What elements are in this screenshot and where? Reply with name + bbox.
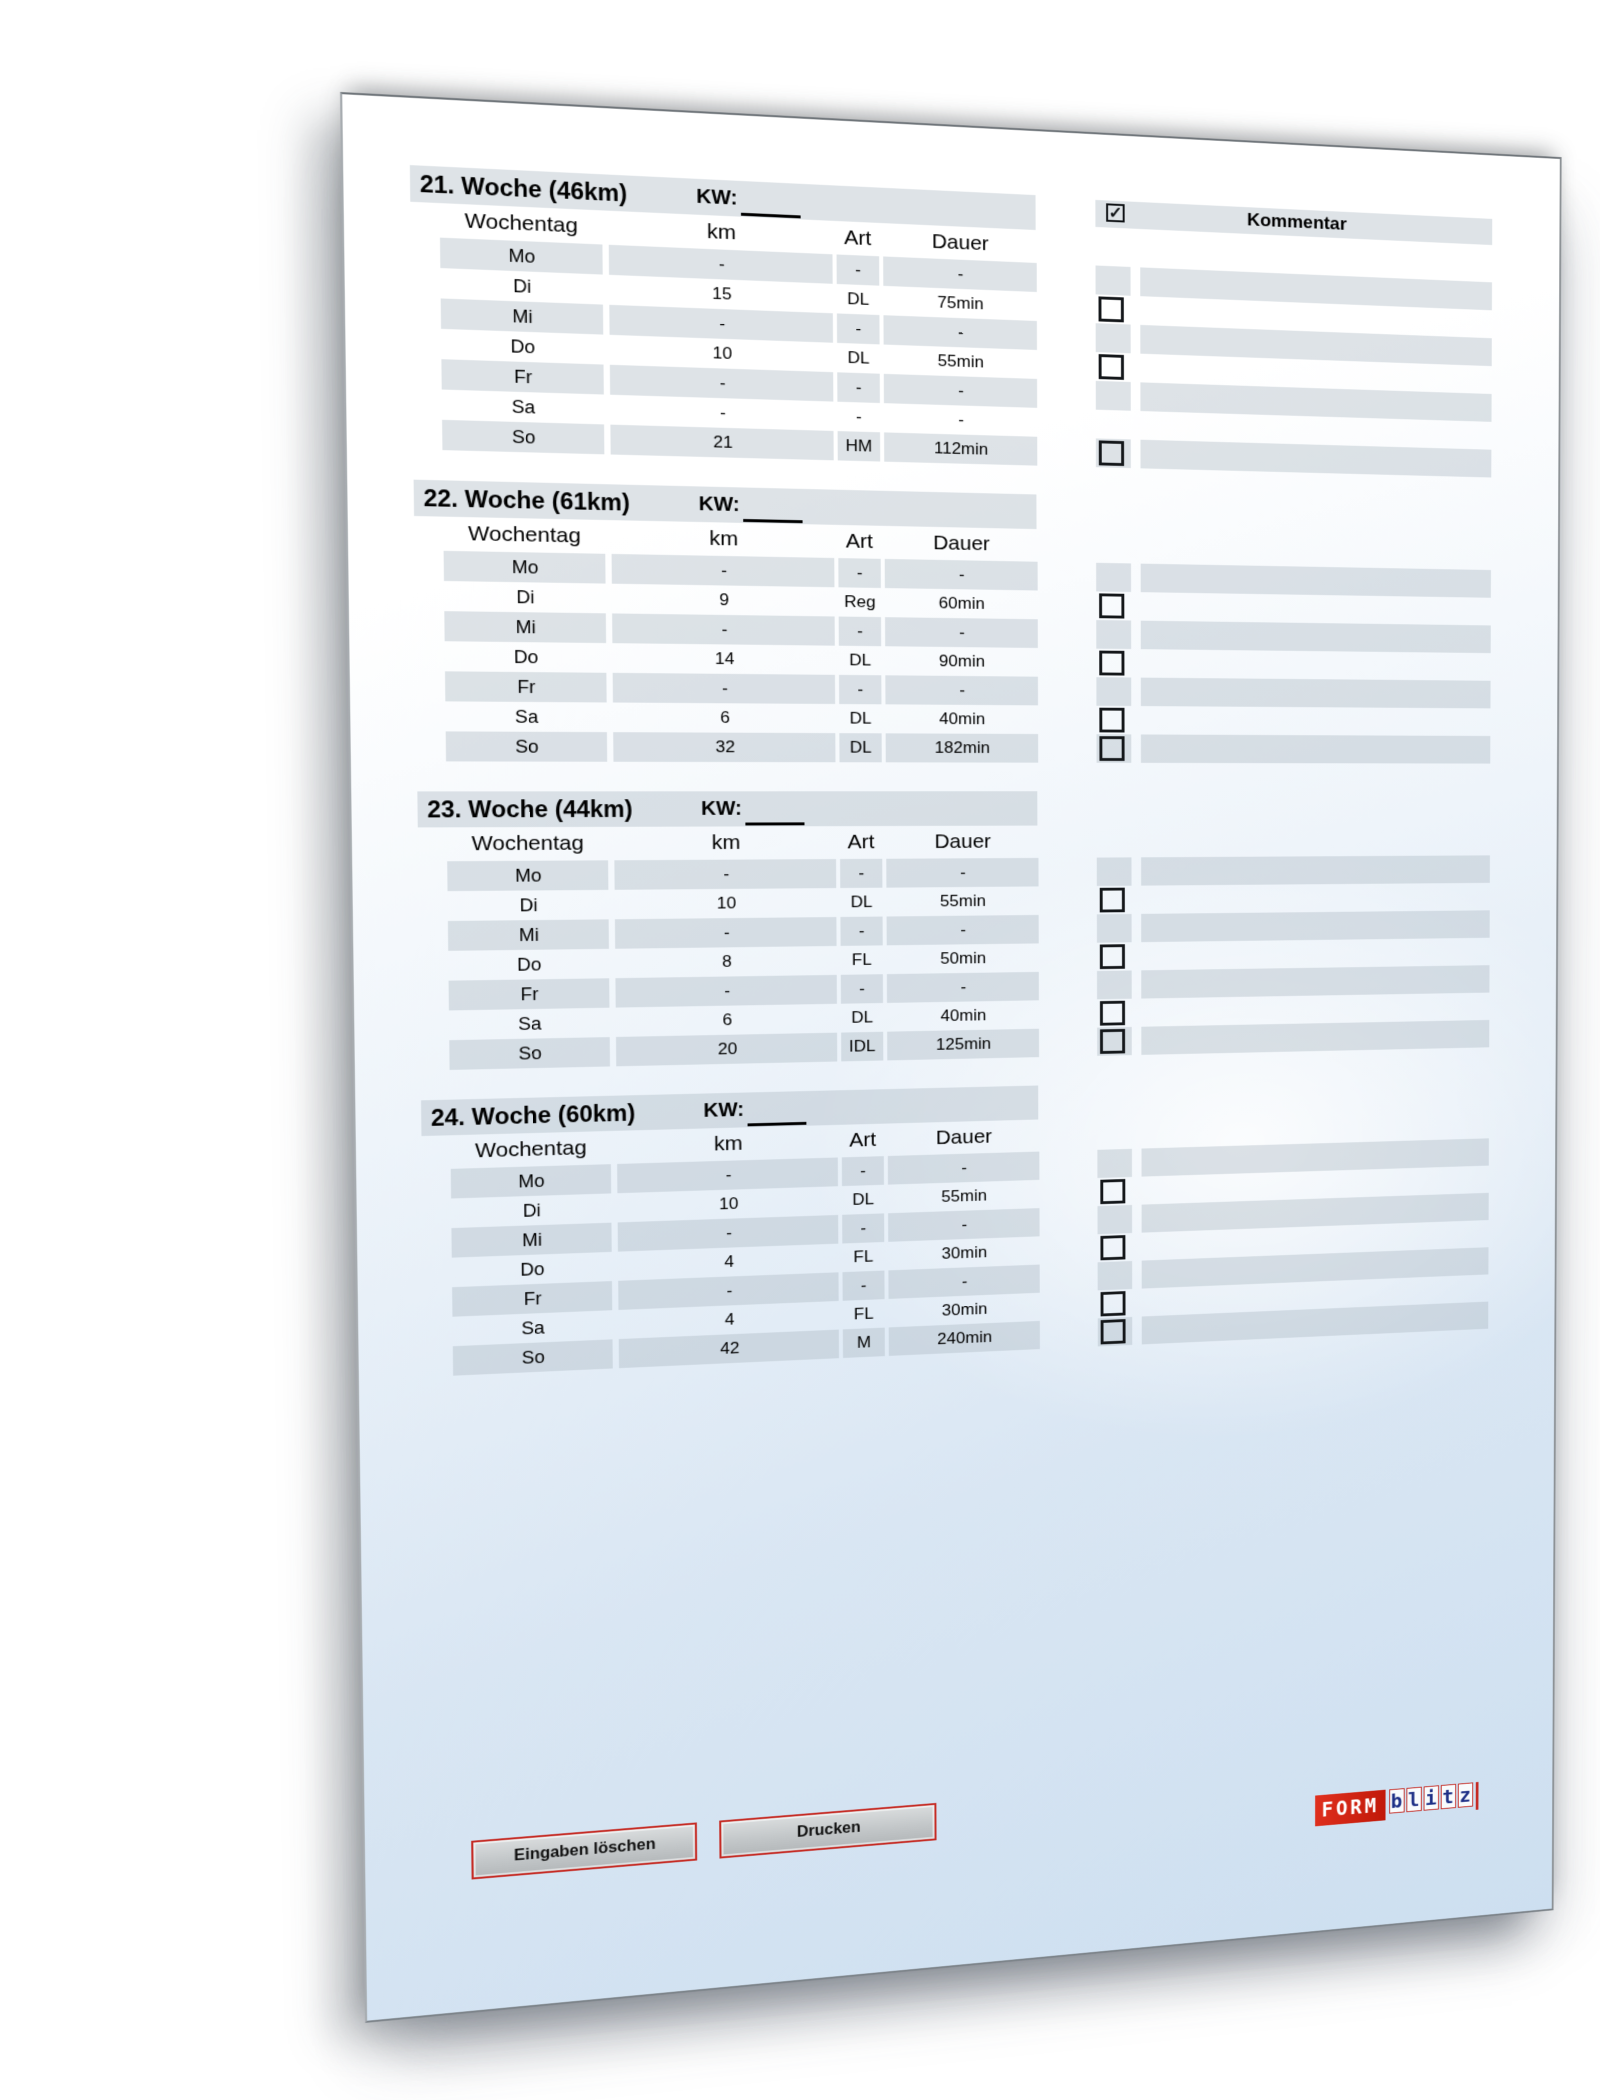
art-cell: DL <box>849 708 872 728</box>
art-cell: - <box>837 313 880 344</box>
km-cell: 6 <box>722 1010 733 1030</box>
km-cell: - <box>615 975 836 1008</box>
km-cell: 10 <box>712 343 733 363</box>
day-cell: Do <box>513 647 539 668</box>
column-header-dauer: Dauer <box>935 1125 993 1149</box>
week-title-band <box>417 791 1037 827</box>
column-header-day: Wochentag <box>468 522 581 548</box>
week-block <box>351 791 1557 1102</box>
km-cell: - <box>615 917 837 949</box>
logo-form-block: FORM <box>1315 1790 1385 1827</box>
day-cell: Sa <box>518 1013 542 1034</box>
art-cell: M <box>843 1328 885 1358</box>
dauer-cell: - <box>885 559 1038 591</box>
comment-input-line[interactable] <box>1141 621 1491 653</box>
logo-caret <box>1475 1782 1478 1810</box>
day-cell: Di <box>512 276 532 297</box>
kw-label: KW: <box>703 1099 745 1122</box>
day-cell: Mo <box>447 860 608 891</box>
comment-checkbox-cell <box>1096 410 1131 440</box>
dauer-cell: - <box>887 972 1039 1003</box>
km-cell: - <box>612 554 835 587</box>
dauer-cell: - <box>883 256 1037 292</box>
logo-blitz-letters <box>1387 1782 1473 1813</box>
formblitz-logo <box>1315 1782 1478 1830</box>
comment-checkbox-cell <box>1096 620 1131 649</box>
comment-checkbox-cell <box>1096 381 1131 411</box>
art-cell: Reg <box>843 592 876 612</box>
km-cell: - <box>617 1157 838 1193</box>
day-cell: Do <box>516 954 542 975</box>
print-button[interactable]: Drucken <box>719 1803 936 1859</box>
art-cell: - <box>840 859 882 888</box>
comment-checkbox-cell <box>1097 970 1132 999</box>
dauer-cell: 182min <box>886 733 1039 762</box>
art-cell: - <box>837 254 880 285</box>
day-cell: So <box>449 1037 610 1070</box>
column-header-day: Wochentag <box>471 831 584 856</box>
done-checkbox[interactable] <box>1099 296 1124 322</box>
day-cell: Sa <box>514 706 539 727</box>
comment-input-line[interactable] <box>1141 910 1490 942</box>
dauer-cell: 60min <box>938 593 985 613</box>
dauer-cell: 55min <box>941 1186 987 1206</box>
art-cell: DL <box>849 650 872 670</box>
column-header-dauer: Dauer <box>934 830 992 853</box>
dauer-cell: 75min <box>937 292 984 314</box>
logo-blitz-letter: z <box>1459 1784 1471 1807</box>
art-cell: - <box>842 1156 884 1186</box>
art-cell: FL <box>853 1247 874 1267</box>
kw-label: KW: <box>698 493 740 516</box>
day-cell: Fr <box>452 1281 612 1317</box>
column-header-art: Art <box>849 1128 877 1152</box>
clear-inputs-button[interactable]: Eingaben löschen <box>471 1822 697 1879</box>
dauer-cell: - <box>884 374 1037 408</box>
day-cell: Di <box>519 895 538 916</box>
comment-input-line[interactable] <box>1141 855 1490 885</box>
km-cell: 14 <box>714 649 735 669</box>
art-cell: - <box>842 1213 884 1243</box>
column-header-km: km <box>713 1132 743 1156</box>
dauer-cell: - <box>885 617 1038 648</box>
done-checkbox[interactable] <box>1100 1179 1125 1204</box>
km-cell: - <box>618 1215 839 1252</box>
done-checkbox[interactable] <box>1099 440 1124 466</box>
art-cell: DL <box>850 892 873 912</box>
comment-input-line[interactable] <box>1141 734 1490 763</box>
comment-input-line[interactable] <box>1141 649 1491 681</box>
comment-input-line[interactable] <box>1141 1020 1489 1055</box>
km-cell: - <box>609 245 833 284</box>
dauer-cell: 30min <box>941 1242 988 1263</box>
day-cell: Mo <box>444 551 606 584</box>
day-cell: Mi <box>441 298 604 334</box>
week-block <box>343 162 1559 507</box>
art-cell: - <box>855 407 862 426</box>
km-cell: 21 <box>610 425 833 461</box>
column-header-km: km <box>709 527 739 551</box>
day-cell: Mi <box>451 1223 611 1258</box>
comment-checkbox-cell <box>1096 677 1131 706</box>
logo-blitz-letter: t <box>1442 1785 1454 1809</box>
art-cell: - <box>837 372 880 403</box>
dauer-cell: 40min <box>940 1005 987 1025</box>
km-cell: 6 <box>720 708 731 727</box>
art-cell: FL <box>853 1304 874 1324</box>
day-cell: Sa <box>511 396 536 418</box>
week-title: 23. Woche (44km) <box>427 796 633 823</box>
art-cell: - <box>838 558 881 588</box>
comment-checkbox-cell <box>1097 1149 1132 1178</box>
dauer-cell: 55min <box>940 891 986 911</box>
week-title: 22. Woche (61km) <box>423 484 630 516</box>
art-cell: DL <box>839 733 881 762</box>
dauer-cell: 112min <box>884 432 1037 465</box>
checked-checkbox-icon: ✓ <box>1106 203 1125 222</box>
comment-input-line[interactable] <box>1141 706 1491 736</box>
logo-blitz-letter: l <box>1407 1788 1420 1812</box>
kw-label: KW: <box>701 798 742 820</box>
comment-checkbox-cell <box>1096 323 1131 353</box>
day-cell: So <box>446 731 608 761</box>
dauer-cell: 50min <box>940 948 987 968</box>
done-checkbox[interactable] <box>1099 708 1124 733</box>
done-checkbox[interactable] <box>1099 651 1124 676</box>
km-cell: 15 <box>712 283 732 304</box>
week-block <box>355 1073 1555 1410</box>
km-cell: - <box>614 859 836 890</box>
column-header-art: Art <box>847 830 875 854</box>
dauer-cell: 125min <box>887 1029 1039 1061</box>
art-cell: HM <box>838 431 881 461</box>
day-cell: Do <box>520 1259 545 1280</box>
day-cell: Fr <box>449 978 610 1010</box>
day-cell: Fr <box>441 359 603 394</box>
comment-checkbox-cell <box>1097 857 1132 886</box>
dauer-cell: - <box>888 1265 1039 1299</box>
document-page <box>340 92 1562 2023</box>
art-cell: - <box>842 1271 884 1301</box>
column-header-art: Art <box>844 226 872 251</box>
day-cell: Mo <box>440 238 603 275</box>
week-block <box>347 478 1558 791</box>
day-cell: Do <box>510 336 536 358</box>
art-cell: - <box>841 974 883 1004</box>
comment-checkbox-cell <box>1097 914 1132 943</box>
km-cell: - <box>609 305 833 343</box>
done-checkbox[interactable] <box>1099 736 1124 761</box>
dauer-cell: - <box>888 1208 1039 1242</box>
column-header-art: Art <box>845 529 874 553</box>
art-cell: FL <box>851 950 872 969</box>
column-header-dauer: Dauer <box>931 230 989 256</box>
comment-input-line[interactable] <box>1141 883 1490 914</box>
done-checkbox[interactable] <box>1100 1235 1125 1260</box>
art-cell: - <box>839 617 881 647</box>
column-header-day: Wochentag <box>464 209 578 238</box>
logo-blitz-letter: b <box>1390 1790 1403 1813</box>
kw-label: KW: <box>696 185 738 210</box>
km-cell: 42 <box>619 1330 839 1369</box>
comment-input-line[interactable] <box>1141 678 1491 709</box>
dauer-cell: - <box>883 315 1037 350</box>
km-cell: 4 <box>724 1252 735 1271</box>
kw-blank-input[interactable] <box>745 822 804 825</box>
done-checkbox[interactable] <box>1100 888 1125 913</box>
km-cell: 9 <box>719 590 730 610</box>
dauer-cell: - <box>887 915 1039 945</box>
comment-header-label: Kommentar <box>1246 210 1347 235</box>
km-cell: - <box>618 1272 838 1310</box>
dauer-cell: 240min <box>889 1321 1040 1356</box>
week-title: 21. Woche (46km) <box>419 170 628 207</box>
day-cell: Di <box>516 587 535 608</box>
art-cell: DL <box>852 1189 874 1209</box>
dauer-cell: - <box>886 858 1038 888</box>
comment-checkbox-cell <box>1096 265 1131 295</box>
comment-checkbox-cell <box>1097 1205 1132 1234</box>
km-cell: - <box>719 403 726 422</box>
km-cell: - <box>613 673 835 704</box>
km-cell: - <box>612 613 835 645</box>
dauer-cell: - <box>885 675 1038 705</box>
day-cell: Mi <box>444 611 606 643</box>
dauer-cell: 55min <box>937 351 984 372</box>
km-cell: 32 <box>613 732 835 762</box>
comment-checkbox-cell <box>1098 1261 1133 1290</box>
done-checkbox[interactable] <box>1101 1319 1126 1344</box>
done-checkbox[interactable] <box>1099 593 1124 618</box>
done-checkbox[interactable] <box>1100 1029 1125 1054</box>
column-header-km: km <box>711 831 741 854</box>
dauer-cell: 30min <box>941 1299 988 1320</box>
logo-blitz-letter: i <box>1425 1787 1437 1810</box>
week-title: 24. Woche (60km) <box>430 1100 636 1131</box>
weeks-layer <box>342 94 1560 1368</box>
done-checkbox[interactable] <box>1099 354 1124 380</box>
km-cell: 10 <box>716 893 737 913</box>
art-cell: - <box>839 675 881 704</box>
done-checkbox[interactable] <box>1101 1291 1126 1316</box>
km-cell: 10 <box>719 1194 739 1214</box>
day-cell: Mo <box>451 1164 611 1198</box>
day-cell: Sa <box>521 1317 545 1339</box>
art-cell: DL <box>847 289 870 309</box>
day-cell: Di <box>522 1200 541 1221</box>
day-cell: Fr <box>445 671 607 702</box>
done-checkbox[interactable] <box>1100 1001 1125 1026</box>
dauer-cell: 90min <box>939 651 985 671</box>
art-cell: IDL <box>841 1032 883 1062</box>
done-checkbox[interactable] <box>1100 944 1125 969</box>
km-cell: 8 <box>722 952 732 971</box>
column-header-dauer: Dauer <box>933 531 990 556</box>
comment-checkbox-cell <box>1096 563 1131 592</box>
comment-header-band <box>1095 200 1492 245</box>
art-cell: - <box>840 917 882 946</box>
dauer-cell: - <box>958 410 964 429</box>
dauer-cell: - <box>888 1152 1040 1185</box>
day-cell: Mi <box>448 919 609 950</box>
day-cell: So <box>442 420 604 455</box>
km-cell: 20 <box>616 1033 837 1067</box>
column-header-km: km <box>706 220 737 245</box>
column-header-day: Wochentag <box>474 1136 587 1163</box>
dauer-cell: 40min <box>939 709 986 729</box>
art-cell: DL <box>851 1007 874 1027</box>
km-cell: - <box>610 365 834 402</box>
day-cell: So <box>453 1339 613 1375</box>
art-cell: DL <box>847 348 870 368</box>
km-cell: 4 <box>724 1310 735 1329</box>
